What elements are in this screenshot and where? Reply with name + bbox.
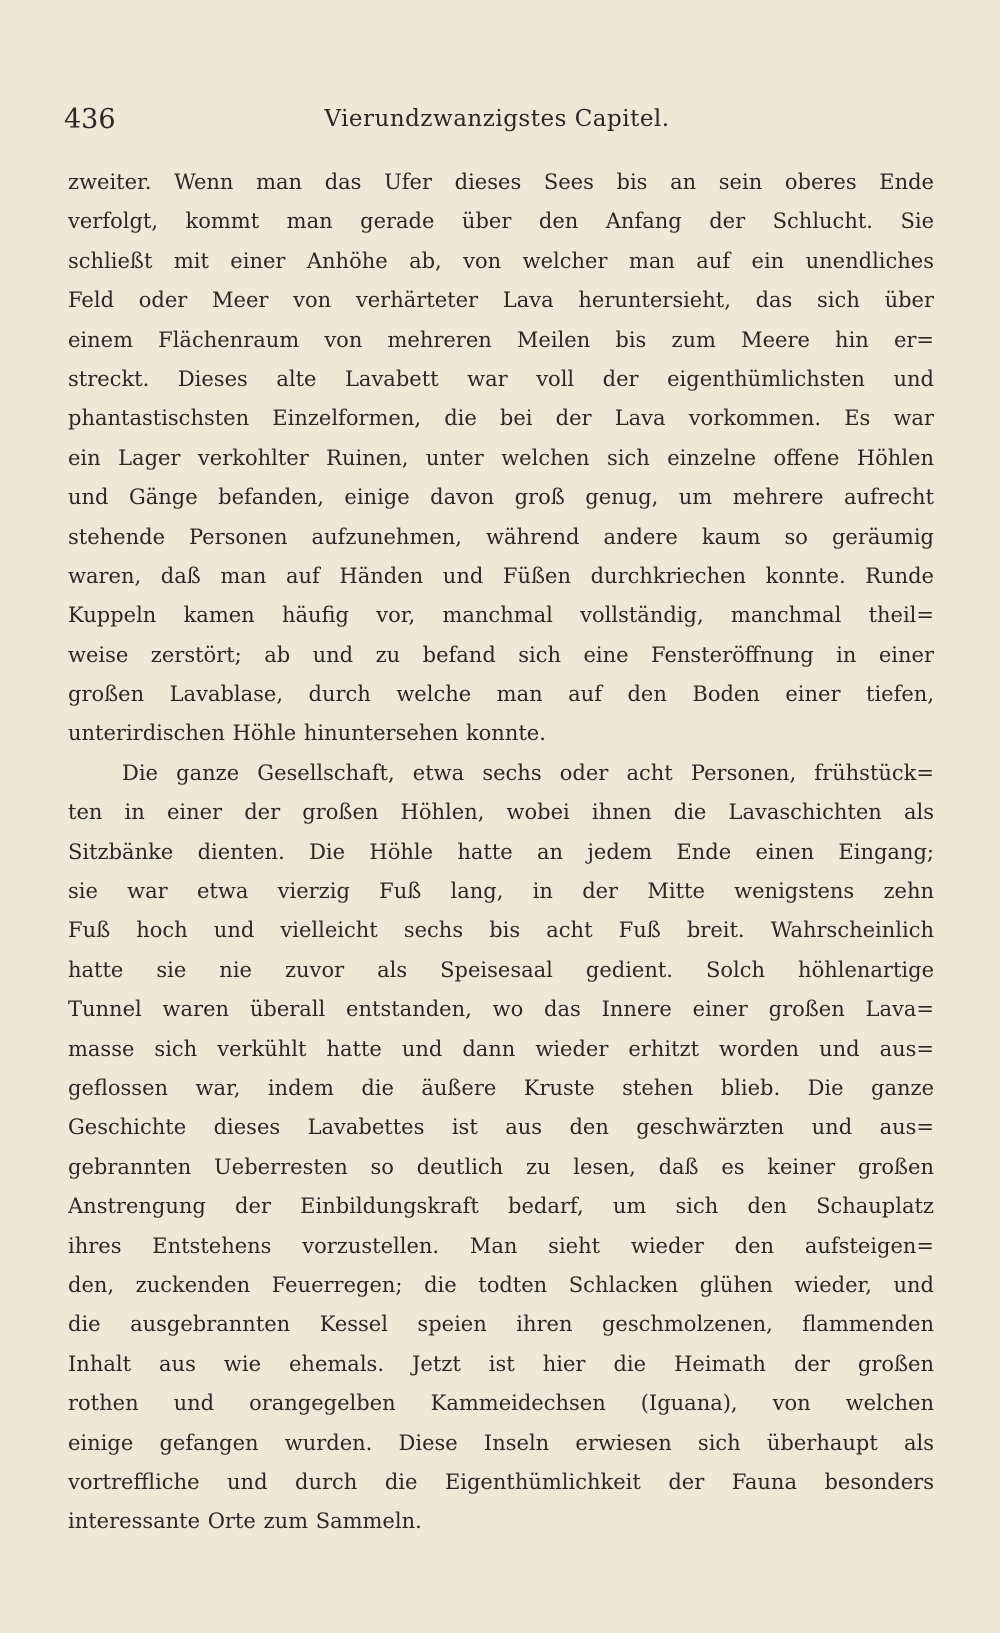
- text-line: Inhalt aus wie ehemals. Jetzt ist hier die Heimath der großen: [68, 1351, 934, 1376]
- page-header: [64, 104, 930, 144]
- text-line: streckt. Dieses alte Lavabett war voll der eigenthümlichsten und: [68, 366, 934, 391]
- text-line: Die ganze Gesellschaft, etwa sechs oder acht Personen, frühstück=: [122, 760, 934, 785]
- text-line: Kuppeln kamen häufig vor, manchmal vollständig, manchmal theil=: [68, 603, 934, 628]
- text-line: großen Lavablase, durch welche man auf den Boden einer tiefen,: [68, 682, 934, 707]
- text-line: waren, daß man auf Händen und Füßen durchkriechen konnte. Runde: [68, 563, 934, 588]
- text-line: ihres Entstehens vorzustellen. Man sieht wieder den aufsteigen=: [68, 1233, 934, 1258]
- text-line: einem Flächenraum von mehreren Meilen bis zum Meere hin er=: [68, 327, 934, 352]
- body-text: [68, 163, 934, 1542]
- text-line: Geschichte dieses Lavabettes ist aus den geschwärzten und aus=: [68, 1115, 934, 1140]
- text-line: einige gefangen wurden. Diese Inseln erwiesen sich überhaupt als: [68, 1430, 934, 1455]
- text-line: vortreffliche und durch die Eigenthümlichkeit der Fauna besonders: [68, 1469, 934, 1494]
- page-number: 436: [64, 104, 116, 135]
- text-line: stehende Personen aufzunehmen, während andere kaum so geräumig: [68, 524, 934, 549]
- text-line: Tunnel waren überall entstanden, wo das Innere einer großen Lava=: [68, 997, 934, 1022]
- text-line: phantastischsten Einzelformen, die bei der Lava vorkommen. Es war: [68, 406, 934, 431]
- text-line: Fuß hoch und vielleicht sechs bis acht Fuß breit. Wahrscheinlich: [68, 918, 934, 943]
- text-line: die ausgebrannten Kessel speien ihren geschmolzenen, flammenden: [68, 1312, 934, 1337]
- text-line: hatte sie nie zuvor als Speisesaal gedient. Solch höhlenartige: [68, 957, 934, 982]
- text-line: verfolgt, kommt man gerade über den Anfang der Schlucht. Sie: [68, 209, 934, 234]
- text-line: masse sich verkühlt hatte und dann wieder erhitzt worden und aus=: [68, 1036, 934, 1061]
- text-line: Anstrengung der Einbildungskraft bedarf, um sich den Schauplatz: [68, 1194, 934, 1219]
- text-line: weise zerstört; ab und zu befand sich eine Fensteröffnung in einer: [68, 642, 934, 667]
- text-line: interessante Orte zum Sammeln.: [68, 1509, 422, 1534]
- text-line: schließt mit einer Anhöhe ab, von welcher man auf ein unendliches: [68, 248, 934, 273]
- text-line: geflossen war, indem die äußere Kruste stehen blieb. Die ganze: [68, 1075, 934, 1100]
- text-line: zweiter. Wenn man das Ufer dieses Sees bis an sein oberes Ende: [68, 170, 934, 194]
- text-line: rothen und orangegelben Kammeidechsen (Iguana), von welchen: [68, 1391, 934, 1416]
- text-line: Feld oder Meer von verhärteter Lava heruntersieht, das sich über: [68, 288, 934, 313]
- text-line: ten in einer der großen Höhlen, wobei ihnen die Lavaschichten als: [68, 800, 934, 825]
- text-line: sie war etwa vierzig Fuß lang, in der Mitte wenigstens zehn: [68, 879, 934, 904]
- text-line: ein Lager verkohlter Ruinen, unter welchen sich einzelne offene Höhlen: [68, 445, 934, 470]
- text-line: unterirdischen Höhle hinuntersehen konnte.: [68, 721, 546, 746]
- text-line: gebrannten Ueberresten so deutlich zu lesen, daß es keiner großen: [68, 1154, 934, 1179]
- text-line: und Gänge befanden, einige davon groß genug, um mehrere aufrecht: [68, 485, 934, 510]
- text-line: Sitzbänke dienten. Die Höhle hatte an jedem Ende einen Eingang;: [68, 839, 934, 864]
- text-line: den, zuckenden Feuerregen; die todten Schlacken glühen wieder, und: [68, 1272, 934, 1297]
- running-title: Vierundzwanzigstes Capitel.: [324, 106, 670, 132]
